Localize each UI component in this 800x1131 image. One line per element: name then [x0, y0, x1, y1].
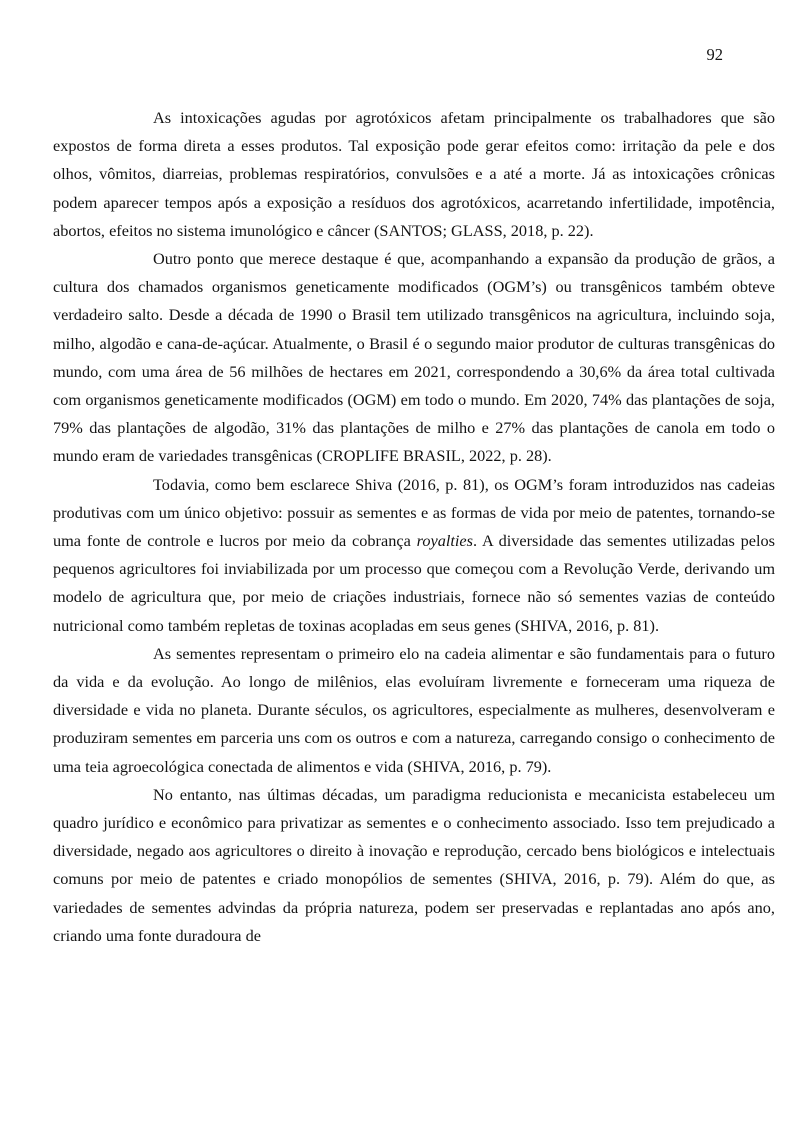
paragraph: Todavia, como bem esclarece Shiva (2016, p. 81), os OGM’s foram introduzidos nas cadeias produtivas com um único objetivo: possuir as sementes e as formas de vida por meio de patentes, tornando-se uma fonte de controle e lucros por meio da cobrança royalties. A diversidade das sementes utilizadas pelos pequenos agricultores foi inviabilizada por um processo que começou com a Revolução Verde, derivando um modelo de agricultura que, por meio de criações industriais, fornece não só sementes vazias de conteúdo nutricional como também repletas de toxinas acopladas em seus genes (SHIVA, 2016, p. 81).: [53, 474, 775, 635]
page-number: 92: [706, 45, 723, 64]
document-body: [53, 104, 775, 950]
paragraph: As sementes representam o primeiro elo na cadeia alimentar e são fundamentais para o futuro da vida e da evolução. Ao longo de milênios, elas evoluíram livremente e forneceram uma riqueza de diversidade e vida no planeta. Durante séculos, os agricultores, especialmente as mulheres, desenvolveram e produziram sementes em parceria uns com os outros e com a natureza, carregando consigo o conhecimento de uma teia agroecológica conectada de alimentos e vida (SHIVA, 2016, p. 79).: [53, 643, 775, 776]
paragraph: No entanto, nas últimas décadas, um paradigma reducionista e mecanicista estabeleceu um quadro jurídico e econômico para privatizar as sementes e o conhecimento associado. Isso tem prejudicado a diversidade, negado aos agricultores o direito à inovação e reprodução, cercado bens biológicos e intelectuais comuns por meio de patentes e criado monopólios de sementes (SHIVA, 2016, p. 79). Além do que, as variedades de sementes advindas da própria natureza, podem ser preservadas e replantadas ano após ano, criando uma fonte duradoura de: [53, 784, 775, 945]
italic-text: royalties: [416, 531, 473, 551]
paragraph: Outro ponto que merece destaque é que, acompanhando a expansão da produção de grãos, a cultura dos chamados organismos geneticamente modificados (OGM’s) ou transgênicos também obteve verdadeiro salto. Desde a década de 1990 o Brasil tem utilizado transgênicos na agricultura, incluindo soja, milho, algodão e cana-de-açúcar. Atualmente, o Brasil é o segundo maior produtor de culturas transgênicas do mundo, com uma área de 56 milhões de hectares em 2021, correspondendo a 30,6% da área total cultivada com organismos geneticamente modificados (OGM) em todo o mundo. Em 2020, 74% das plantações de soja, 79% das plantações de algodão, 31% das plantações de milho e 27% das plantações de canola em todo o mundo eram de variedades transgênicas (CROPLIFE BRASIL, 2022, p. 28).: [53, 249, 775, 466]
paragraph: As intoxicações agudas por agrotóxicos afetam principalmente os trabalhadores que são expostos de forma direta a esses produtos. Tal exposição pode gerar efeitos como: irritação da pele e dos olhos, vômitos, diarreias, problemas respiratórios, convulsões e a até a morte. Já as intoxicações crônicas podem aparecer tempos após a exposição a resíduos dos agrotóxicos, acarretando infertilidade, impotência, abortos, efeitos no sistema imunológico e câncer (SANTOS; GLASS, 2018, p. 22).: [53, 108, 775, 240]
